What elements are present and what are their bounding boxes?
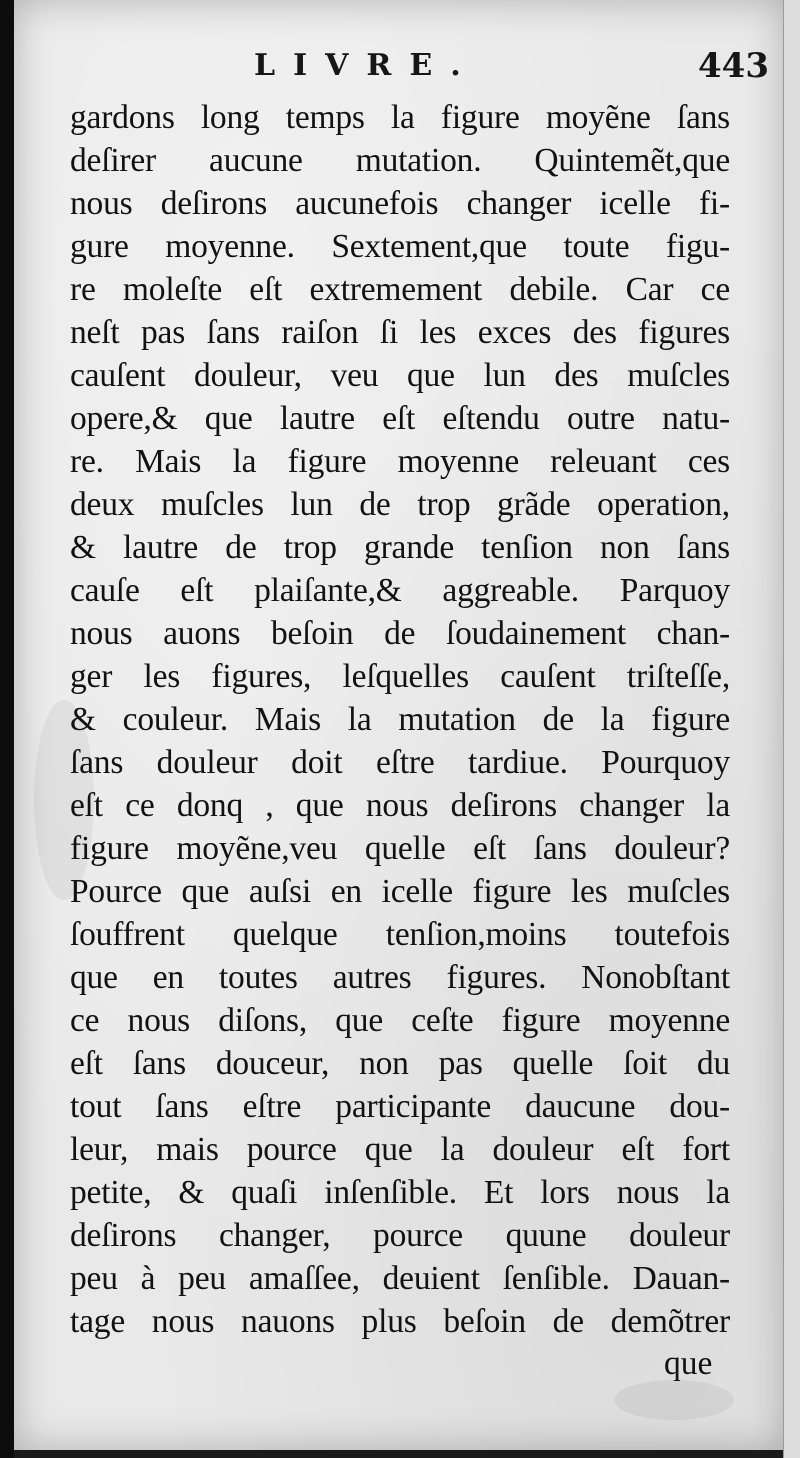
text-line: ce nous diſons, que ceſte figure moyenne bbox=[70, 1002, 730, 1039]
catchword: que bbox=[664, 1345, 713, 1382]
text-line: gardons long temps la figure moyẽne ſans bbox=[70, 99, 730, 136]
text-line: figure moyẽne,veu quelle eſt ſans douleur? bbox=[70, 830, 730, 867]
text-line: cauſent douleur, veu que lun des muſcles bbox=[70, 357, 730, 394]
page-gutter-shadow bbox=[0, 0, 14, 1458]
book-page bbox=[14, 0, 784, 1450]
page-header bbox=[54, 48, 769, 98]
page-number: 443 bbox=[698, 46, 769, 86]
text-line: peu à peu amaſſee, deuient ſenſible. Dauan- bbox=[70, 1260, 730, 1297]
text-line: que en toutes autres figures. Nonobſtant bbox=[70, 959, 730, 996]
text-line: tage nous nauons plus beſoin de demõtrer bbox=[70, 1303, 730, 1340]
text-line: petite, & quaſi inſenſible. Et lors nous la bbox=[70, 1174, 730, 1211]
text-line: deux muſcles lun de trop grãde operation, bbox=[70, 486, 730, 523]
text-line: nous deſirons aucunefois changer icelle fi- bbox=[70, 185, 730, 222]
text-line: leur, mais pource que la douleur eſt fort bbox=[70, 1131, 730, 1168]
text-line: neſt pas ſans raiſon ſi les exces des figures bbox=[70, 314, 730, 351]
text-line: opere,& que lautre eſt eſtendu outre natu- bbox=[70, 400, 730, 437]
facing-page-edge bbox=[783, 0, 800, 1458]
text-line: cauſe eſt plaiſante,& aggreable. Parquoy bbox=[70, 572, 730, 609]
text-line: Pource que auſsi en icelle figure les muſcles bbox=[70, 873, 730, 910]
text-line: ſouffrent quelque tenſion,moins toutefois bbox=[70, 916, 730, 953]
text-line: deſirer aucune mutation. Quintemẽt,que bbox=[70, 142, 730, 179]
text-line: deſirons changer, pource quune douleur bbox=[70, 1217, 730, 1254]
text-line: re. Mais la figure moyenne releuant ces bbox=[70, 443, 730, 480]
paper-stain bbox=[614, 1380, 734, 1420]
text-line: ger les figures, leſquelles cauſent triſteſſe, bbox=[70, 658, 730, 695]
text-line: nous auons beſoin de ſoudainement chan- bbox=[70, 615, 730, 652]
text-line: re moleſte eſt extremement debile. Car ce bbox=[70, 271, 730, 308]
text-line: tout ſans eſtre participante daucune dou- bbox=[70, 1088, 730, 1125]
text-line: ſans douleur doit eſtre tardiue. Pourquoy bbox=[70, 744, 730, 781]
running-head: LIVRE. bbox=[254, 48, 479, 83]
body-text bbox=[70, 96, 730, 1343]
text-line: eſt ſans douceur, non pas quelle ſoit du bbox=[70, 1045, 730, 1082]
text-line: eſt ce donq , que nous deſirons changer la bbox=[70, 787, 730, 824]
text-line: & couleur. Mais la mutation de la figure bbox=[70, 701, 730, 738]
text-line: & lautre de trop grande tenſion non ſans bbox=[70, 529, 730, 566]
text-line: gure moyenne. Sextement,que toute figu- bbox=[70, 228, 730, 265]
